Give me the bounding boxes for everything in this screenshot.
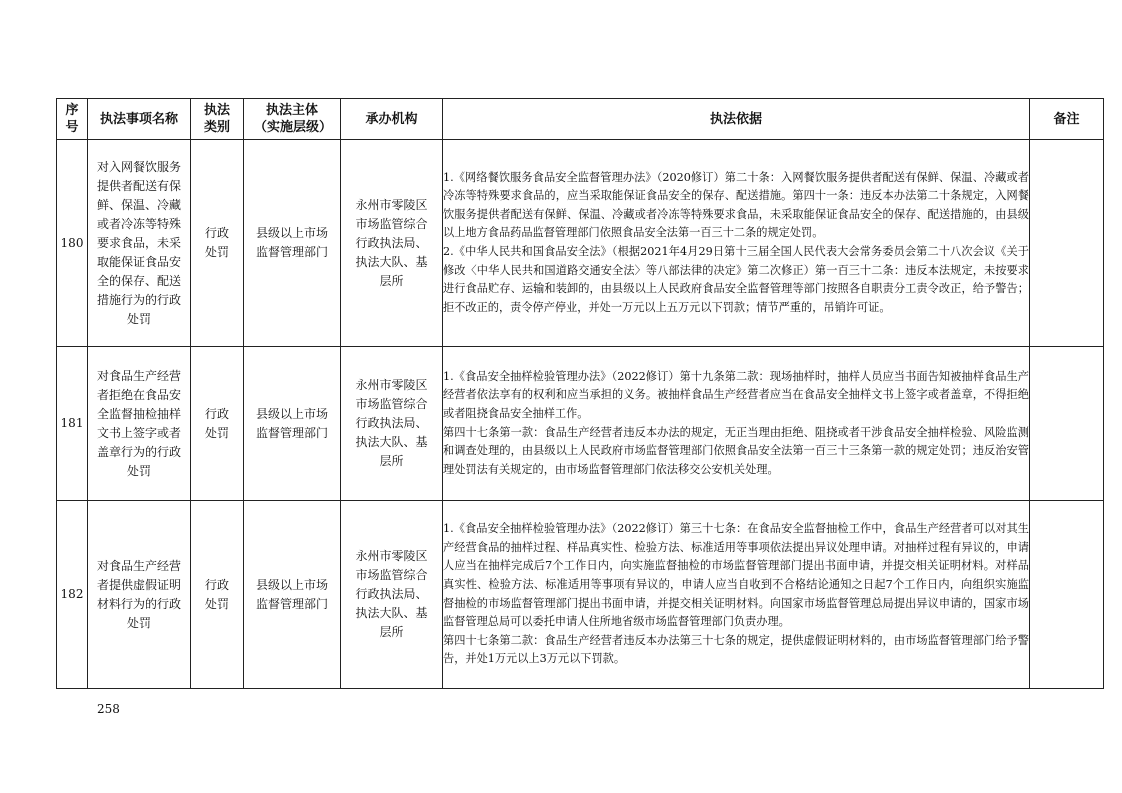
header-category: 执法类别 (191, 99, 244, 140)
cell-category: 行政处罚 (191, 501, 244, 689)
enforcement-table (56, 98, 1104, 689)
cell-seq: 182 (57, 501, 88, 689)
cell-category: 行政处罚 (191, 140, 244, 347)
table-row (57, 501, 1104, 689)
header-subject: 执法主体（实施层级） (244, 99, 341, 140)
cell-name: 对食品生产经营者拒绝在食品安全监督抽检抽样文书上签字或者盖章行为的行政处罚 (88, 347, 191, 501)
basis-paragraph: 2.《中华人民共和国食品安全法》（根据2021年4月29日第十三届全国人民代表大会常务委员会第二十八次会议《关于修改〈中华人民共和国道路交通安全法〉等八部法律的决定》第二次修正）第一百三十二条：违反本法规定，未按要求进行食品贮存、运输和装卸的，由县级以上人民政府食品安全监督管理等部门按照各自职责分工责令改正，给予警告；拒不改正的，责令停产停业，并处一万元以上五万元以下罚款；情节严重的，吊销许可证。 (443, 245, 1029, 314)
cell-subject: 县级以上市场监督管理部门 (244, 140, 341, 347)
basis-paragraph: 1.《网络餐饮服务食品安全监督管理办法》（2020修订）第二十条：入网餐饮服务提供者配送有保鲜、保温、冷藏或者冷冻等特殊要求食品的，应当采取能保证食品安全的保存、配送措施。第四十一条：违反本办法第二十条规定，入网餐饮服务提供者配送有保鲜、保温、冷藏或者冷冻等特殊要求食品，未采取能保证食品安全的保存、配送措施的，由县级以上地方食品药品监督管理部门依照食品安全法第一百三十二条的规定处罚。 (443, 170, 1029, 240)
cell-basis (443, 347, 1030, 501)
table-row (57, 140, 1104, 347)
basis-paragraph: 1.《食品安全抽样检验管理办法》（2022修订）第三十七条：在食品安全监督抽检工作中，食品生产经营者可以对其生产经营食品的抽样过程、样品真实性、检验方法、标准适用等事项依法提出异议处理申请。对抽样过程有异议的，申请人应当在抽样完成后7个工作日内，向实施监督抽检的市场监督管理部门提出书面申请，并提交相关证明材料。对样品真实性、检验方法、标准适用等事项有异议的，申请人应当自收到不合格结论通知之日起7个工作日内，向组织实施监督抽检的市场监督管理部门提出书面申请，并提交相关证明材料。向国家市场监督管理总局提出异议申请的，国家市场监督管理总局可以委托申请人住所地省级市场监督管理部门负责办理。 (443, 522, 1029, 629)
cell-category: 行政处罚 (191, 347, 244, 501)
header-agency: 承办机构 (341, 99, 443, 140)
cell-seq: 180 (57, 140, 88, 347)
cell-agency: 永州市零陵区市场监管综合行政执法局、执法大队、基层所 (341, 501, 443, 689)
basis-paragraph: 第四十七条第二款：食品生产经营者违反本办法第三十七条的规定，提供虚假证明材料的，由市场监督管理部门给予警告，并处1万元以上3万元以下罚款。 (443, 633, 1029, 666)
page-number: 258 (97, 702, 120, 716)
cell-remark (1030, 501, 1104, 689)
table-row (57, 347, 1104, 501)
basis-paragraph: 第四十七条第一款：食品生产经营者违反本办法的规定，无正当理由拒绝、阻挠或者干涉食品安全抽样检验、风险监测和调查处理的，由县级以上人民政府市场监督管理部门依照食品安全法第一百三十三条第一款的规定处罚；违反治安管理处罚法有关规定的，由市场监督管理部门依法移交公安机关处理。 (443, 425, 1029, 476)
header-seq: 序号 (57, 99, 88, 140)
header-row (57, 99, 1104, 140)
header-remark: 备注 (1030, 99, 1104, 140)
cell-subject: 县级以上市场监督管理部门 (244, 347, 341, 501)
cell-name: 对食品生产经营者提供虚假证明材料行为的行政处罚 (88, 501, 191, 689)
basis-paragraph: 1.《食品安全抽样检验管理办法》（2022修订）第十九条第二款：现场抽样时，抽样人员应当书面告知被抽样食品生产经营者依法享有的权利和应当承担的义务。被抽样食品生产经营者应当在食品安全抽样文书上签字或者盖章，不得拒绝或者阻挠食品安全抽样工作。 (443, 369, 1029, 420)
header-name: 执法事项名称 (88, 99, 191, 140)
cell-agency: 永州市零陵区市场监管综合行政执法局、执法大队、基层所 (341, 140, 443, 347)
cell-remark (1030, 140, 1104, 347)
cell-basis (443, 501, 1030, 689)
cell-agency: 永州市零陵区市场监管综合行政执法局、执法大队、基层所 (341, 347, 443, 501)
cell-basis (443, 140, 1030, 347)
cell-name: 对入网餐饮服务提供者配送有保鲜、保温、冷藏或者冷冻等特殊要求食品，未采取能保证食品安全的保存、配送措施行为的行政处罚 (88, 140, 191, 347)
cell-subject: 县级以上市场监督管理部门 (244, 501, 341, 689)
cell-remark (1030, 347, 1104, 501)
cell-seq: 181 (57, 347, 88, 501)
header-basis: 执法依据 (443, 99, 1030, 140)
